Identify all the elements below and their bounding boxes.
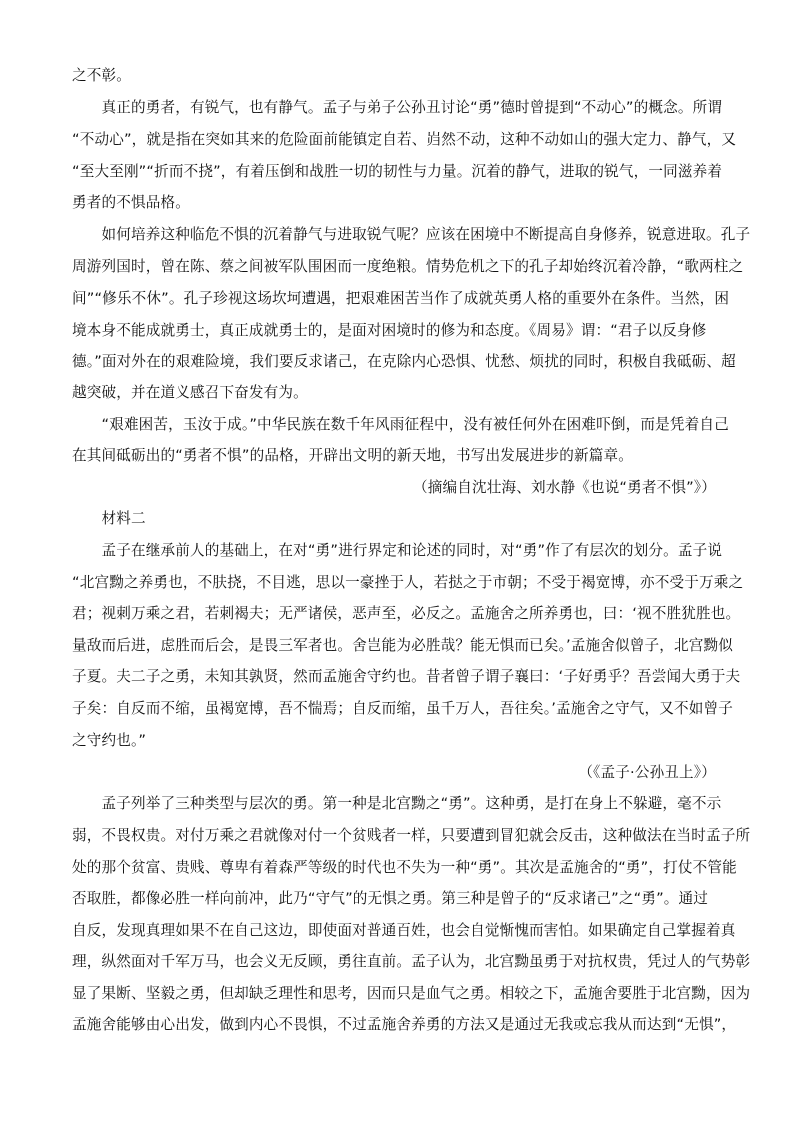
- text-line: “至大至刚”“折而不挠”，有着压倒和战胜一切的韧性与力量。沉着的静气，进取的锐气，一同滋养着: [72, 163, 723, 180]
- text-line: 君；视刺万乘之君，若刺褐夫；无严诸侯，恶声至，必反之。孟施舍之所养勇也，曰：‘视不胜犹胜也。: [72, 605, 741, 622]
- text-line: 显了果断、坚毅之勇，但却缺乏理性和思考，因而只是血气之勇。相较之下，孟施舍要胜于北宫黝，因为: [72, 985, 751, 1002]
- text-line: 德。”面对外在的艰难险境，我们要反求诸己，在克除内心恐惧、忧愁、烦扰的同时，积极自我砥砺、超: [72, 353, 736, 370]
- text-line: 如何培养这种临危不惧的沉着静气与进取锐气呢？应该在困境中不断提高自身修养，锐意进取。孔子: [72, 226, 751, 243]
- text-line: “北宫黝之养勇也，不肤挠，不目逃，思以一豪挫于人，若挞之于市朝；不受于褐宽博，亦不受于万乘之: [72, 574, 744, 591]
- text-line: 否取胜，都像必胜一样向前冲，此乃“守气”的无惧之勇。第三种是曾子的“反求诸己”之“勇”。通过: [72, 890, 709, 907]
- text-line: 弱，不畏权贵。对付万乘之君就像对付一个贫贱者一样，只要遭到冒犯就会反击，这种做法在当时孟子所: [72, 827, 751, 844]
- source-citation: （《孟子·公孙丑上》）: [578, 764, 716, 781]
- text-line: 之守约也。”: [72, 732, 147, 749]
- text-line: “艰难困苦，玉汝于成。”中华民族在数千年风雨征程中，没有被任何外在困难吓倒，而是凭着自己: [72, 416, 729, 433]
- text-line: 理，纵然面对千军万马，也会义无反顾，勇往直前。孟子认为，北宫黝虽勇于对抗权贵，凭过人的气势彰: [72, 953, 751, 970]
- text-line: 量敌而后进，虑胜而后会，是畏三军者也。舍岂能为必胜哉？能无惧而已矣。’孟施舍似曾子，北宫黝似: [72, 637, 733, 654]
- text-line: 子夏。夫二子之勇，未知其孰贤，然而孟施舍守约也。昔者曾子谓子襄曰：‘子好勇乎？吾尝闻大勇于夫: [72, 668, 741, 685]
- text-line: 自反，发现真理如果不在自己这边，即使面对普通百姓，也会自觉惭愧而害怕。如果确定自己掌握着真: [72, 922, 736, 939]
- text-line: 孟子在继承前人的基础上，在对“勇”进行界定和论述的同时，对“勇”作了有层次的划分。孟子说: [72, 542, 723, 559]
- source-citation: （摘编自沈壮海、刘水静《也说“勇者不惧”》）: [413, 479, 716, 496]
- text-line: 处的那个贫富、贵贱、尊卑有着森严等级的时代也不失为一种“勇”。其次是孟施舍的“勇”，打仗不管能: [72, 859, 737, 876]
- text-line: 子矣：自反而不缩，虽褐宽博，吾不惴焉；自反而缩，虽千万人，吾往矣。’孟施舍之守气，又不如曾子: [72, 700, 733, 717]
- text-line: 周游列国时，曾在陈、蔡之间被军队围困而一度绝粮。情势危机之下的孔子却始终沉着冷静，“歌两柱之: [72, 258, 744, 275]
- text-line: 勇者的不惧品格。: [72, 194, 190, 211]
- text-line: “不动心”，就是指在突如其来的危险面前能镇定自若、岿然不动，这种不动如山的强大定力、静气，又: [72, 131, 737, 148]
- section-heading: 材料二: [72, 510, 146, 527]
- text-line: 孟子列举了三种类型与层次的勇。第一种是北宫黝之“勇”。这种勇，是打在身上不躲避，毫不示: [72, 795, 722, 812]
- text-line: 间”“修乐不休”。孔子珍视这场坎坷遭遇，把艰难困苦当作了成就英勇人格的重要外在条件。当然，困: [72, 290, 730, 307]
- text-line: 在其间砥砺出的“勇者不惧”的品格，开辟出文明的新天地，书写出发展进步的新篇章。: [72, 447, 633, 464]
- text-line: 之不彰。: [72, 67, 131, 84]
- text-line: 真正的勇者，有锐气，也有静气。孟子与弟子公孙丑讨论“勇”德时曾提到“不动心”的概念。所谓: [72, 99, 723, 116]
- text-line: 越突破，并在道义感召下奋发有为。: [72, 384, 308, 401]
- text-line: 境本身不能成就勇士，真正成就勇士的，是面对困境时的修为和态度。《周易》谓：“君子以反身修: [72, 322, 707, 339]
- text-line: 孟施舍能够由心出发，做到内心不畏惧，不过孟施舍养勇的方法又是通过无我或忘我从而达到“无惧”，: [72, 1016, 737, 1033]
